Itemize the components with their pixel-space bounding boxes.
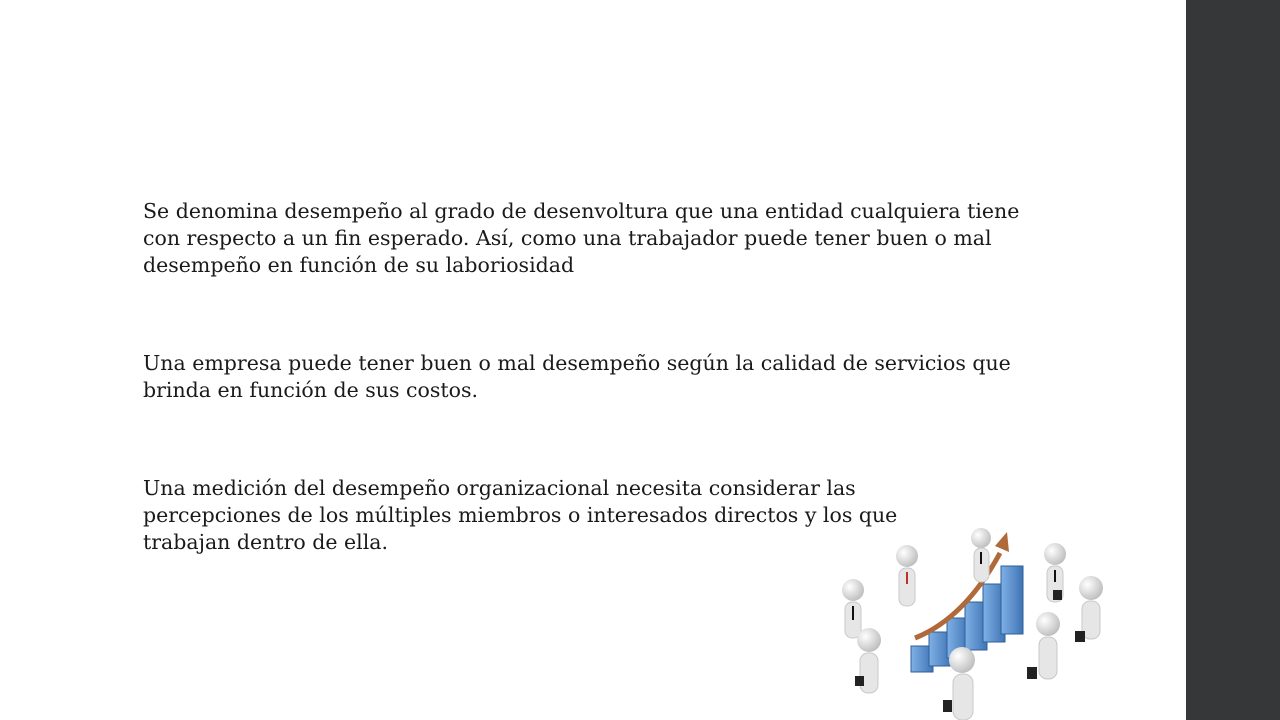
business-people-growth-chart-icon bbox=[835, 528, 1115, 720]
arrow-head bbox=[995, 532, 1009, 552]
paragraph-company: Una empresa puede tener buen o mal desempeño según la calidad de servicios que brinda en función de sus costos. bbox=[143, 351, 1011, 402]
paragraph-measurement: Una medición del desempeño organizacional necesita considerar las percepciones de los múltiples miembros o interesados directos y los que trabajan dentro de ella. bbox=[143, 476, 898, 554]
paragraph-definition: Se denomina desempeño al grado de desenvoltura que una entidad cualquiera tiene con respecto a un fin esperado. Así, como una trabajador puede tener buen o mal desempeño en función de su laboriosidad bbox=[143, 199, 1020, 277]
side-band bbox=[1186, 0, 1280, 720]
